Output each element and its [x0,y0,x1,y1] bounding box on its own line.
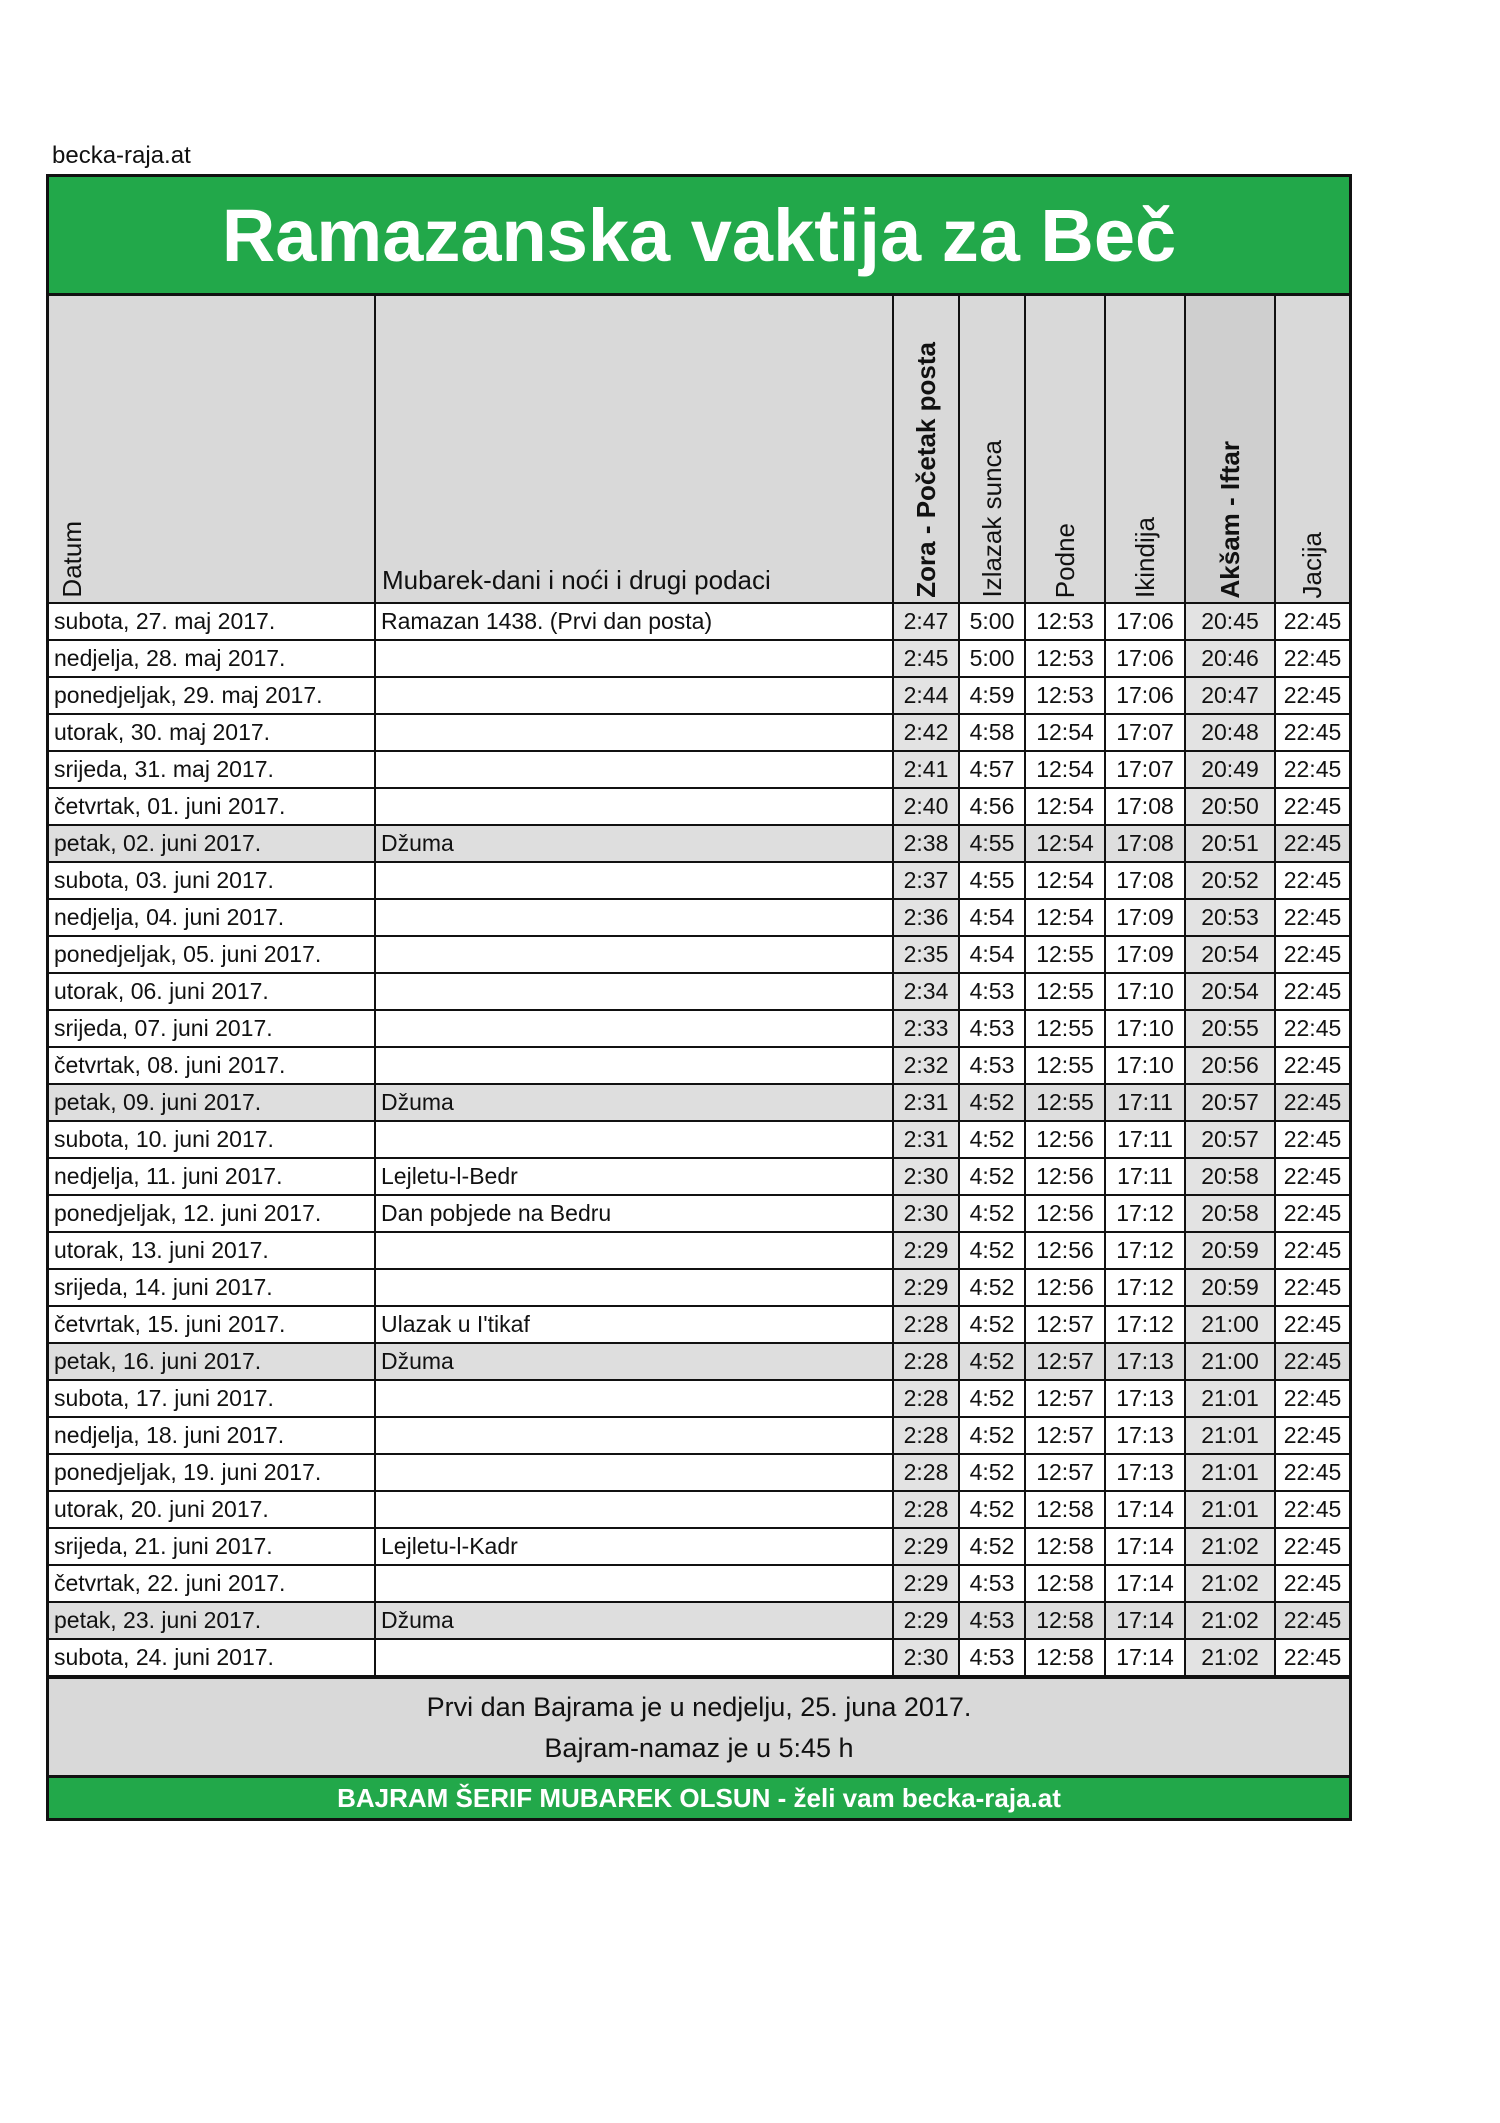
podne-time: 12:54 [1025,862,1105,899]
jacija-time: 22:45 [1275,1047,1349,1084]
date-cell: utorak, 30. maj 2017. [49,714,375,751]
date-cell: petak, 16. juni 2017. [49,1343,375,1380]
note-cell [375,1491,893,1528]
jacija-time: 22:45 [1275,1084,1349,1121]
zora-time: 2:28 [893,1306,959,1343]
aksam-time: 21:02 [1185,1602,1275,1639]
ikindija-time: 17:14 [1105,1602,1185,1639]
izlazak-time: 4:57 [959,751,1025,788]
podne-time: 12:55 [1025,1084,1105,1121]
ikindija-time: 17:10 [1105,1010,1185,1047]
note-cell [375,1417,893,1454]
table-row [49,640,1349,677]
note-cell [375,1380,893,1417]
note-cell [375,1639,893,1676]
header-datum: Datum [49,296,375,603]
note-cell [375,1010,893,1047]
podne-time: 12:56 [1025,1269,1105,1306]
header-izlazak: Izlazak sunca [959,296,1025,603]
zora-time: 2:28 [893,1343,959,1380]
date-cell: ponedjeljak, 05. juni 2017. [49,936,375,973]
aksam-time: 20:58 [1185,1158,1275,1195]
zora-time: 2:42 [893,714,959,751]
izlazak-time: 4:59 [959,677,1025,714]
table-row [49,1343,1349,1380]
note-cell: Džuma [375,1602,893,1639]
podne-time: 12:57 [1025,1380,1105,1417]
podne-time: 12:54 [1025,714,1105,751]
table-row [49,1602,1349,1639]
podne-time: 12:56 [1025,1158,1105,1195]
jacija-time: 22:45 [1275,862,1349,899]
izlazak-time: 4:54 [959,899,1025,936]
ikindija-time: 17:09 [1105,936,1185,973]
zora-time: 2:28 [893,1454,959,1491]
table-row [49,1010,1349,1047]
header-aksam: Akšam - Iftar [1185,296,1275,603]
zora-time: 2:30 [893,1195,959,1232]
date-cell: petak, 02. juni 2017. [49,825,375,862]
izlazak-time: 4:52 [959,1343,1025,1380]
podne-time: 12:58 [1025,1528,1105,1565]
date-cell: srijeda, 31. maj 2017. [49,751,375,788]
izlazak-time: 4:52 [959,1084,1025,1121]
jacija-time: 22:45 [1275,1454,1349,1491]
note-cell: Lejletu-l-Kadr [375,1528,893,1565]
aksam-time: 20:54 [1185,936,1275,973]
izlazak-time: 4:52 [959,1121,1025,1158]
date-cell: nedjelja, 28. maj 2017. [49,640,375,677]
note-cell [375,1565,893,1602]
izlazak-time: 4:53 [959,1047,1025,1084]
note-cell [375,899,893,936]
podne-time: 12:54 [1025,788,1105,825]
aksam-time: 21:00 [1185,1306,1275,1343]
jacija-time: 22:45 [1275,1417,1349,1454]
podne-time: 12:58 [1025,1602,1105,1639]
zora-time: 2:29 [893,1232,959,1269]
jacija-time: 22:45 [1275,825,1349,862]
greeting-banner: BAJRAM ŠERIF MUBAREK OLSUN - želi vam becka-raja.at [49,1775,1349,1818]
note-cell [375,640,893,677]
aksam-time: 21:02 [1185,1565,1275,1602]
izlazak-time: 4:55 [959,862,1025,899]
table-row [49,1195,1349,1232]
zora-time: 2:41 [893,751,959,788]
ikindija-time: 17:11 [1105,1121,1185,1158]
ikindija-time: 17:08 [1105,862,1185,899]
aksam-time: 20:57 [1185,1121,1275,1158]
aksam-time: 20:51 [1185,825,1275,862]
izlazak-time: 4:52 [959,1306,1025,1343]
table-row [49,1047,1349,1084]
jacija-time: 22:45 [1275,1528,1349,1565]
aksam-time: 20:57 [1185,1084,1275,1121]
date-cell: ponedjeljak, 19. juni 2017. [49,1454,375,1491]
izlazak-time: 4:52 [959,1417,1025,1454]
bajram-namaz-line: Bajram-namaz je u 5:45 h [544,1733,854,1763]
date-cell: četvrtak, 01. juni 2017. [49,788,375,825]
ikindija-time: 17:13 [1105,1343,1185,1380]
podne-time: 12:55 [1025,973,1105,1010]
jacija-time: 22:45 [1275,1565,1349,1602]
aksam-time: 20:47 [1185,677,1275,714]
date-cell: nedjelja, 11. juni 2017. [49,1158,375,1195]
note-cell: Ulazak u I'tikaf [375,1306,893,1343]
jacija-time: 22:45 [1275,1343,1349,1380]
note-cell [375,1232,893,1269]
table-row [49,1121,1349,1158]
header-zora: Zora - Početak posta [893,296,959,603]
aksam-time: 21:01 [1185,1491,1275,1528]
jacija-time: 22:45 [1275,936,1349,973]
aksam-time: 20:59 [1185,1269,1275,1306]
podne-time: 12:54 [1025,899,1105,936]
izlazak-time: 4:52 [959,1491,1025,1528]
izlazak-time: 4:55 [959,825,1025,862]
date-cell: petak, 09. juni 2017. [49,1084,375,1121]
date-cell: utorak, 13. juni 2017. [49,1232,375,1269]
table-row [49,973,1349,1010]
note-cell: Džuma [375,1343,893,1380]
note-cell [375,1121,893,1158]
zora-time: 2:30 [893,1639,959,1676]
ikindija-time: 17:12 [1105,1269,1185,1306]
date-cell: srijeda, 07. juni 2017. [49,1010,375,1047]
date-cell: petak, 23. juni 2017. [49,1602,375,1639]
table-row [49,751,1349,788]
aksam-time: 21:00 [1185,1343,1275,1380]
ikindija-time: 17:07 [1105,714,1185,751]
ikindija-time: 17:13 [1105,1417,1185,1454]
note-cell: Lejletu-l-Bedr [375,1158,893,1195]
note-cell: Ramazan 1438. (Prvi dan posta) [375,603,893,640]
note-cell: Dan pobjede na Bedru [375,1195,893,1232]
ikindija-time: 17:08 [1105,788,1185,825]
table-row [49,899,1349,936]
aksam-time: 20:56 [1185,1047,1275,1084]
jacija-time: 22:45 [1275,751,1349,788]
ikindija-time: 17:06 [1105,677,1185,714]
header-row [49,296,1349,603]
ikindija-time: 17:11 [1105,1158,1185,1195]
ikindija-time: 17:14 [1105,1491,1185,1528]
date-cell: srijeda, 21. juni 2017. [49,1528,375,1565]
jacija-time: 22:45 [1275,1639,1349,1676]
zora-time: 2:36 [893,899,959,936]
ikindija-time: 17:10 [1105,1047,1185,1084]
table-row [49,1084,1349,1121]
ikindija-time: 17:08 [1105,825,1185,862]
aksam-time: 20:45 [1185,603,1275,640]
aksam-time: 20:49 [1185,751,1275,788]
date-cell: subota, 27. maj 2017. [49,603,375,640]
date-cell: srijeda, 14. juni 2017. [49,1269,375,1306]
table-row [49,677,1349,714]
zora-time: 2:29 [893,1269,959,1306]
table-row [49,1380,1349,1417]
podne-time: 12:55 [1025,936,1105,973]
izlazak-time: 4:52 [959,1528,1025,1565]
table-row [49,1528,1349,1565]
bajram-info [49,1677,1349,1775]
note-cell [375,1269,893,1306]
table-row [49,1639,1349,1676]
table-row [49,1158,1349,1195]
jacija-time: 22:45 [1275,1232,1349,1269]
podne-time: 12:57 [1025,1343,1105,1380]
note-cell [375,973,893,1010]
table-row [49,1491,1349,1528]
schedule-table [49,296,1349,1677]
date-cell: utorak, 06. juni 2017. [49,973,375,1010]
ikindija-time: 17:10 [1105,973,1185,1010]
aksam-time: 21:02 [1185,1528,1275,1565]
podne-time: 12:56 [1025,1232,1105,1269]
ikindija-time: 17:06 [1105,603,1185,640]
jacija-time: 22:45 [1275,1010,1349,1047]
jacija-time: 22:45 [1275,677,1349,714]
izlazak-time: 4:52 [959,1454,1025,1491]
zora-time: 2:47 [893,603,959,640]
zora-time: 2:28 [893,1491,959,1528]
table-row [49,1269,1349,1306]
date-cell: ponedjeljak, 12. juni 2017. [49,1195,375,1232]
table-row [49,862,1349,899]
jacija-time: 22:45 [1275,1380,1349,1417]
zora-time: 2:31 [893,1084,959,1121]
ikindija-time: 17:14 [1105,1565,1185,1602]
note-cell: Džuma [375,1084,893,1121]
note-cell [375,751,893,788]
table-row [49,936,1349,973]
date-cell: subota, 10. juni 2017. [49,1121,375,1158]
schedule-rows [49,603,1349,1676]
date-cell: subota, 17. juni 2017. [49,1380,375,1417]
podne-time: 12:58 [1025,1491,1105,1528]
table-row [49,1454,1349,1491]
zora-time: 2:29 [893,1528,959,1565]
jacija-time: 22:45 [1275,788,1349,825]
podne-time: 12:58 [1025,1639,1105,1676]
zora-time: 2:30 [893,1158,959,1195]
jacija-time: 22:45 [1275,973,1349,1010]
ikindija-time: 17:06 [1105,640,1185,677]
date-cell: ponedjeljak, 29. maj 2017. [49,677,375,714]
podne-time: 12:57 [1025,1454,1105,1491]
table-row [49,714,1349,751]
ikindija-time: 17:12 [1105,1195,1185,1232]
izlazak-time: 4:52 [959,1269,1025,1306]
bajram-date-line: Prvi dan Bajrama je u nedjelju, 25. juna 2017. [426,1692,972,1722]
zora-time: 2:29 [893,1565,959,1602]
jacija-time: 22:45 [1275,1121,1349,1158]
zora-time: 2:45 [893,640,959,677]
header-jacija: Jacija [1275,296,1349,603]
zora-time: 2:33 [893,1010,959,1047]
note-cell [375,862,893,899]
podne-time: 12:58 [1025,1565,1105,1602]
zora-time: 2:40 [893,788,959,825]
izlazak-time: 4:53 [959,1565,1025,1602]
izlazak-time: 4:53 [959,1639,1025,1676]
aksam-time: 20:55 [1185,1010,1275,1047]
izlazak-time: 4:56 [959,788,1025,825]
zora-time: 2:34 [893,973,959,1010]
podne-time: 12:53 [1025,677,1105,714]
jacija-time: 22:45 [1275,1602,1349,1639]
izlazak-time: 5:00 [959,640,1025,677]
podne-time: 12:54 [1025,825,1105,862]
izlazak-time: 5:00 [959,603,1025,640]
izlazak-time: 4:54 [959,936,1025,973]
table-row [49,603,1349,640]
jacija-time: 22:45 [1275,899,1349,936]
podne-time: 12:53 [1025,603,1105,640]
podne-time: 12:56 [1025,1195,1105,1232]
note-cell [375,677,893,714]
zora-time: 2:44 [893,677,959,714]
table-row [49,1417,1349,1454]
aksam-time: 20:48 [1185,714,1275,751]
aksam-time: 21:01 [1185,1417,1275,1454]
header-mubarek: Mubarek-dani i noći i drugi podaci [375,296,893,603]
note-cell: Džuma [375,825,893,862]
ikindija-time: 17:11 [1105,1084,1185,1121]
zora-time: 2:31 [893,1121,959,1158]
jacija-time: 22:45 [1275,603,1349,640]
page-title: Ramazanska vaktija za Beč [49,177,1349,296]
izlazak-time: 4:53 [959,973,1025,1010]
table-row [49,1232,1349,1269]
podne-time: 12:53 [1025,640,1105,677]
podne-time: 12:56 [1025,1121,1105,1158]
date-cell: subota, 24. juni 2017. [49,1639,375,1676]
ikindija-time: 17:09 [1105,899,1185,936]
izlazak-time: 4:52 [959,1380,1025,1417]
ikindija-time: 17:07 [1105,751,1185,788]
note-cell [375,714,893,751]
podne-time: 12:55 [1025,1010,1105,1047]
jacija-time: 22:45 [1275,1158,1349,1195]
date-cell: nedjelja, 04. juni 2017. [49,899,375,936]
jacija-time: 22:45 [1275,1306,1349,1343]
note-cell [375,1047,893,1084]
izlazak-time: 4:52 [959,1195,1025,1232]
ikindija-time: 17:13 [1105,1380,1185,1417]
date-cell: nedjelja, 18. juni 2017. [49,1417,375,1454]
izlazak-time: 4:52 [959,1232,1025,1269]
note-cell [375,1454,893,1491]
ikindija-time: 17:13 [1105,1454,1185,1491]
podne-time: 12:54 [1025,751,1105,788]
izlazak-time: 4:52 [959,1158,1025,1195]
zora-time: 2:38 [893,825,959,862]
table-row [49,788,1349,825]
zora-time: 2:29 [893,1602,959,1639]
jacija-time: 22:45 [1275,1269,1349,1306]
zora-time: 2:37 [893,862,959,899]
podne-time: 12:57 [1025,1417,1105,1454]
zora-time: 2:28 [893,1380,959,1417]
note-cell [375,936,893,973]
jacija-time: 22:45 [1275,714,1349,751]
date-cell: četvrtak, 22. juni 2017. [49,1565,375,1602]
ikindija-time: 17:12 [1105,1232,1185,1269]
date-cell: četvrtak, 08. juni 2017. [49,1047,375,1084]
date-cell: subota, 03. juni 2017. [49,862,375,899]
zora-time: 2:28 [893,1417,959,1454]
aksam-time: 20:52 [1185,862,1275,899]
aksam-time: 20:46 [1185,640,1275,677]
ikindija-time: 17:14 [1105,1639,1185,1676]
aksam-time: 21:01 [1185,1380,1275,1417]
note-cell [375,788,893,825]
vaktija-sheet [46,174,1352,1821]
header-ikindija: Ikindija [1105,296,1185,603]
ikindija-time: 17:14 [1105,1528,1185,1565]
aksam-time: 20:53 [1185,899,1275,936]
aksam-time: 21:01 [1185,1454,1275,1491]
jacija-time: 22:45 [1275,640,1349,677]
table-row [49,825,1349,862]
date-cell: četvrtak, 15. juni 2017. [49,1306,375,1343]
jacija-time: 22:45 [1275,1195,1349,1232]
ikindija-time: 17:12 [1105,1306,1185,1343]
aksam-time: 20:59 [1185,1232,1275,1269]
zora-time: 2:35 [893,936,959,973]
aksam-time: 20:50 [1185,788,1275,825]
jacija-time: 22:45 [1275,1491,1349,1528]
header-podne: Podne [1025,296,1105,603]
table-row [49,1306,1349,1343]
aksam-time: 20:54 [1185,973,1275,1010]
izlazak-time: 4:53 [959,1602,1025,1639]
podne-time: 12:57 [1025,1306,1105,1343]
izlazak-time: 4:58 [959,714,1025,751]
date-cell: utorak, 20. juni 2017. [49,1491,375,1528]
table-row [49,1565,1349,1602]
site-name: becka-raja.at [52,142,191,169]
zora-time: 2:32 [893,1047,959,1084]
podne-time: 12:55 [1025,1047,1105,1084]
aksam-time: 20:58 [1185,1195,1275,1232]
izlazak-time: 4:53 [959,1010,1025,1047]
aksam-time: 21:02 [1185,1639,1275,1676]
